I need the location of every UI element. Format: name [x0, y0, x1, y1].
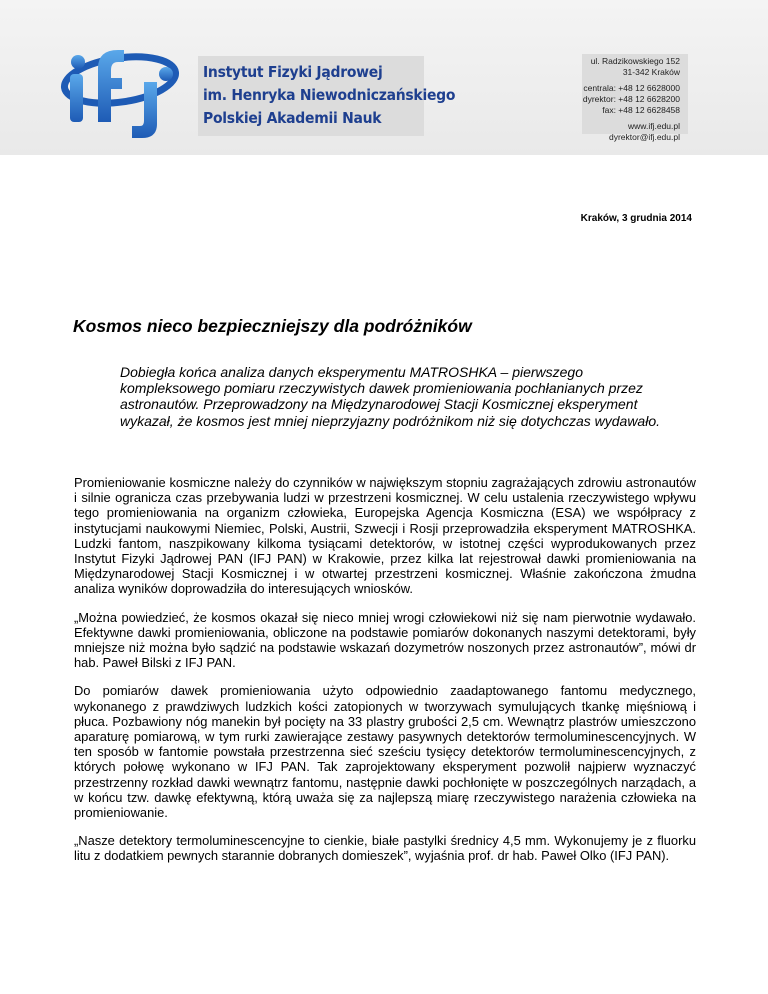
contact-fax: fax: +48 12 6628458: [602, 105, 680, 115]
paragraph-4: „Nasze detektory termoluminescencyjne to cienkie, białe pastylki średnicy 4,5 mm. Wykonujemy je z fluorku litu z dodatkiem pewnych starannie dobranych domieszek”, wyjaśnia prof. dr hab. Paweł Olko (IFJ PAN).: [74, 833, 696, 864]
article-lead: Dobiegła końca analiza danych eksperymentu MATROSHKA – pierwszego kompleksowego pomiaru rzeczywistych dawek promieniowania pochłanianych przez astronautów. Przeprowadzony na Międzynarodowej Stacji Kosmicznej eksperyment wykazał, że kosmos jest mniej nieprzyjazny podróżnikom niż się dotychczas wydawało.: [120, 364, 660, 429]
paragraph-3: Do pomiarów dawek promieniowania użyto odpowiednio zaadaptowanego fantomu medycznego, wykonanego z prawdziwych ludzkich kości zatopionych w tworzywach symulujących tkankę mięśniową i płuca. Pozbawiony nóg manekin był pocięty na 33 plastry grubości 2,5 cm. Wewnątrz plastrów umieszczono aparaturę pomiarową, w tym rurki zawierające zestawy pasywnych detektorów termoluminescencyjnych. W ten sposób w fantomie powstała przestrzenna sieć sześciu tysięcy detektorów termoluminescencyjnych, z których połowę wykonano w IFJ PAN. Tak zaprojektowany eksperyment pozwolił najpierw wyznaczyć przestrzenny rozkład dawki wewnątrz fantomu, następnie dawki pochłonięte w poszczególnych narządach, a w końcu tzw. dawkę efektywną, którą uważa się za najlepszą miarę rzeczywistego narażenia człowieka na promieniowanie.: [74, 683, 696, 821]
article-body: [74, 475, 696, 877]
contact-city: 31-342 Kraków: [622, 67, 680, 77]
institute-name: [203, 61, 455, 130]
document-date: Kraków, 3 grudnia 2014: [580, 213, 692, 224]
institute-name-line-3: Polskiej Akademii Nauk: [203, 109, 382, 127]
paragraph-2: „Można powiedzieć, że kosmos okazał się nieco mniej wrogi człowiekowi niż się nam pierwotnie wydawało. Efektywne dawki promieniowania, obliczone na podstawie pomiarów dokonanych naszymi detektorami, były mniejsze niż można było sądzić na podstawie wskazań dozymetrów noszonych przez astronautów”, mówi dr hab. Paweł Bilski z IFJ PAN.: [74, 609, 696, 671]
institute-name-line-1: Instytut Fizyki Jądrowej: [203, 63, 383, 81]
contact-phone-central: centrala: +48 12 6628000: [583, 83, 680, 93]
paragraph-1: Promieniowanie kosmiczne należy do czynników w największym stopniu zagrażających zdrowiu astronautów i silnie ogranicza czas przebywania ludzi w przestrzeni kosmicznej. W celu ustalenia rzeczywistego wpływu tego promieniowania na organizm człowieka, Europejska Agencja Kosmiczna (ESA) we współpracy z instytucjami naukowymi Niemiec, Polski, Austrii, Szwecji i Rosji przeprowadziła eksperyment MATROSHKA. Ludzki fantom, naszpikowany kilkoma tysiącami detektorów, w istotnej części wyprodukowanych przez Instytut Fizyki Jądrowej PAN (IFJ PAN) w Krakowie, przez kilka lat rejestrował dawki promieniowania na Międzynarodowej Stacji Kosmicznej i w otwartej przestrzeni kosmicznej. Właśnie zakończona żmudna analiza wyników doprowadziła do interesujących wniosków.: [74, 475, 696, 597]
contact-block: [480, 56, 680, 143]
contact-street: ul. Radzikowskiego 152: [590, 56, 680, 66]
contact-email[interactable]: dyrektor@ifj.edu.pl: [609, 132, 680, 142]
contact-website[interactable]: www.ifj.edu.pl: [628, 121, 680, 131]
contact-phone-director: dyrektor: +48 12 6628200: [582, 94, 680, 104]
ifj-logo: [58, 38, 186, 138]
letterhead: [0, 0, 768, 155]
article-title: Kosmos nieco bezpieczniejszy dla podróżników: [73, 316, 472, 336]
institute-name-line-2: im. Henryka Niewodniczańskiego: [203, 86, 456, 104]
